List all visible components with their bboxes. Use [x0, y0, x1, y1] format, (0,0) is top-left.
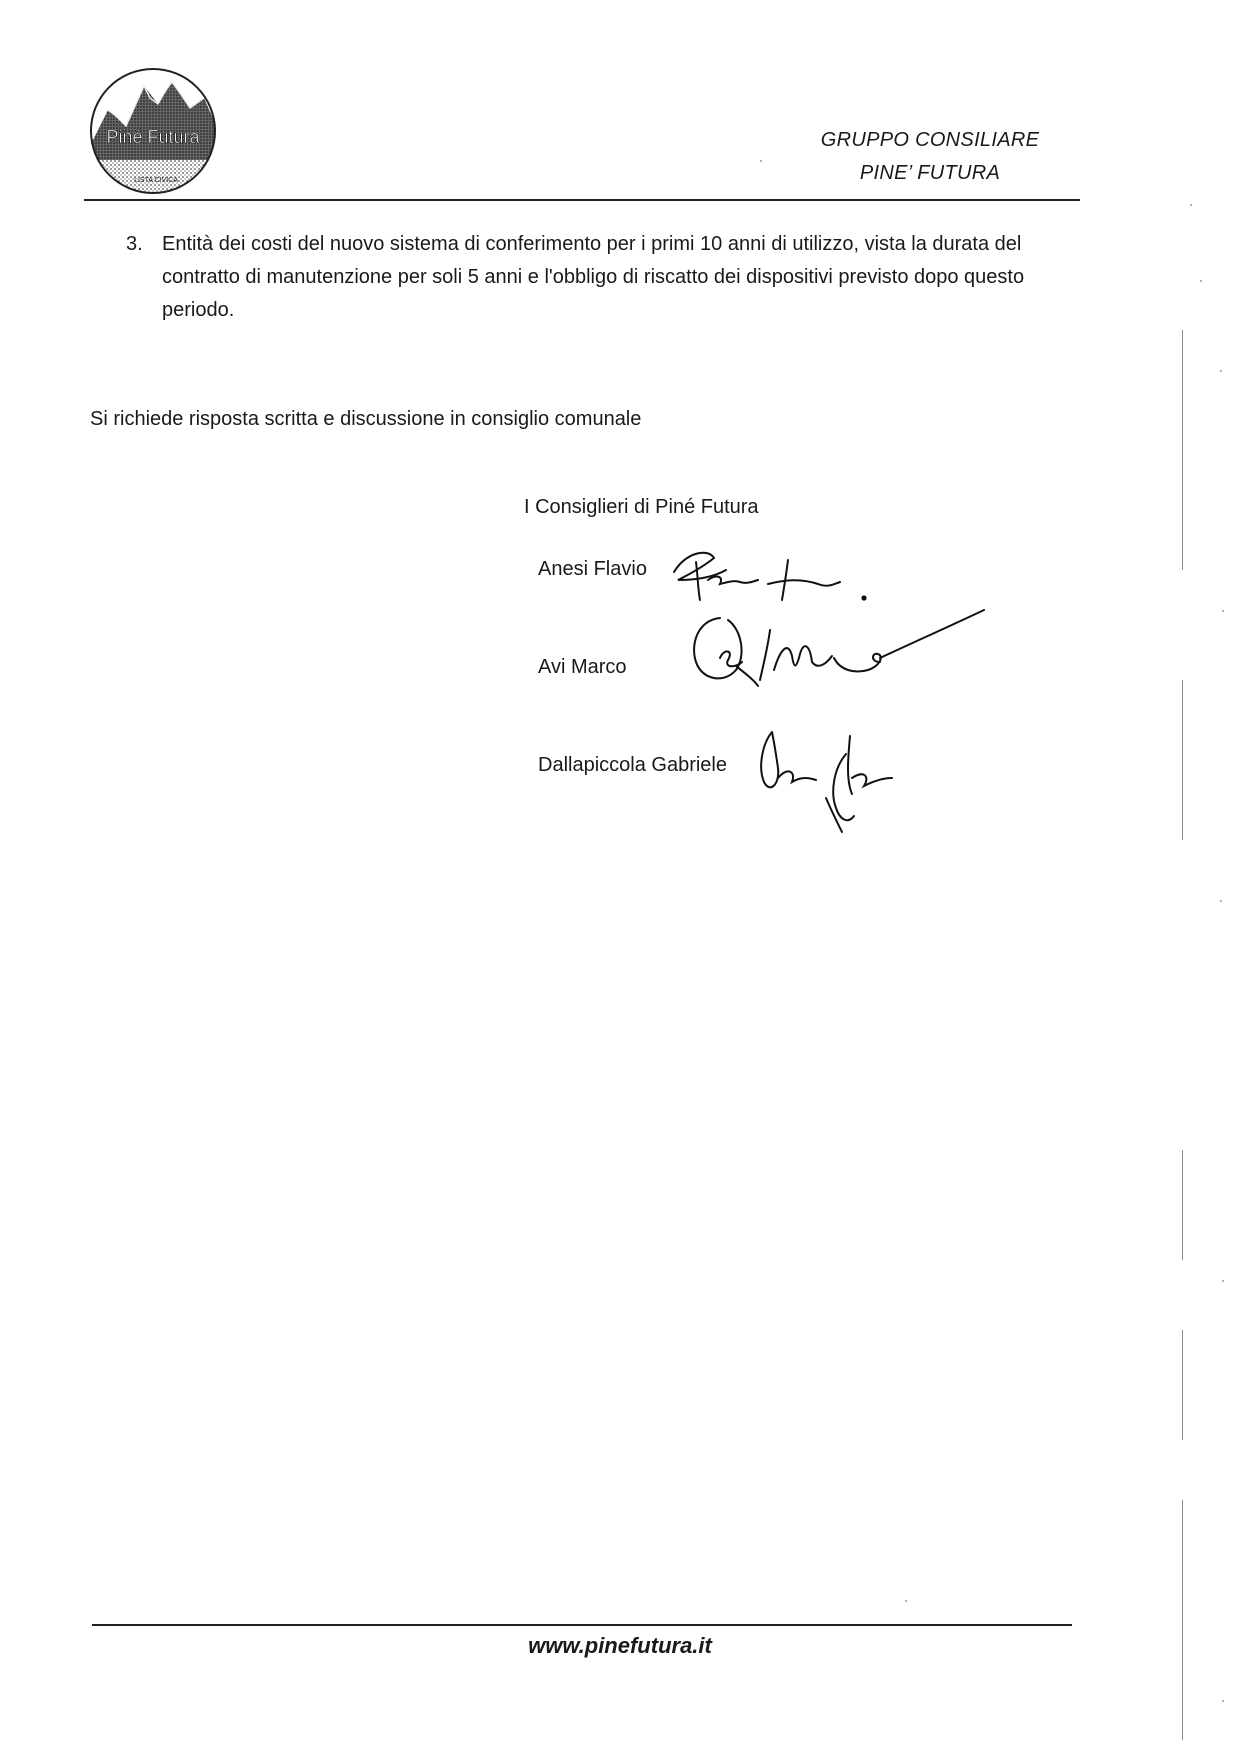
scan-speck	[1222, 1700, 1224, 1702]
item-text: Entità dei costi del nuovo sistema di conferimento per i primi 10 anni di utilizzo, vista la durata del contratto di manutenzione per soli 5 anni e l'obbligo di riscatto dei dispositivi previsto dopo questo periodo.	[162, 233, 1025, 321]
scan-edge-mark	[1182, 1500, 1183, 1740]
scan-edge-mark	[1182, 330, 1183, 570]
item-number: 3.	[126, 233, 143, 255]
logo-subtext: LISTA CIVICA	[134, 177, 178, 184]
scan-speck	[1220, 900, 1222, 902]
scan-speck	[1222, 610, 1224, 612]
scan-speck	[1222, 1280, 1224, 1282]
scan-edge-mark	[1182, 1150, 1183, 1260]
signatures-heading: I Consiglieri di Piné Futura	[524, 496, 759, 518]
signer-name: Dallapiccola Gabriele	[538, 754, 727, 776]
signature-avi	[684, 600, 990, 708]
logo-text: Piné Futura	[106, 127, 200, 147]
header-title-line2: PINE’ FUTURA	[859, 162, 1001, 184]
request-text: Si richiede risposta scritta e discussione in consiglio comunale	[90, 408, 642, 430]
scan-speck	[1220, 370, 1222, 372]
scan-speck	[760, 160, 762, 162]
footer-divider	[92, 1624, 1072, 1626]
scan-speck	[905, 1600, 907, 1602]
header-divider	[84, 199, 1080, 201]
mountain-circle-logo-icon	[86, 64, 220, 198]
footer-website: www.pinefutura.it	[528, 1633, 712, 1658]
pine-futura-logo	[86, 64, 220, 198]
scan-speck	[1200, 280, 1202, 282]
scan-speck	[1190, 204, 1192, 206]
scan-edge-mark	[1182, 680, 1183, 840]
header-title-line1: GRUPPO CONSILIARE	[820, 129, 1040, 151]
signature-dallapiccola	[752, 724, 932, 836]
scan-edge-mark	[1182, 1330, 1183, 1440]
header-title	[780, 124, 1080, 190]
signer-name: Avi Marco	[538, 656, 627, 678]
signer-name: Anesi Flavio	[538, 558, 647, 580]
